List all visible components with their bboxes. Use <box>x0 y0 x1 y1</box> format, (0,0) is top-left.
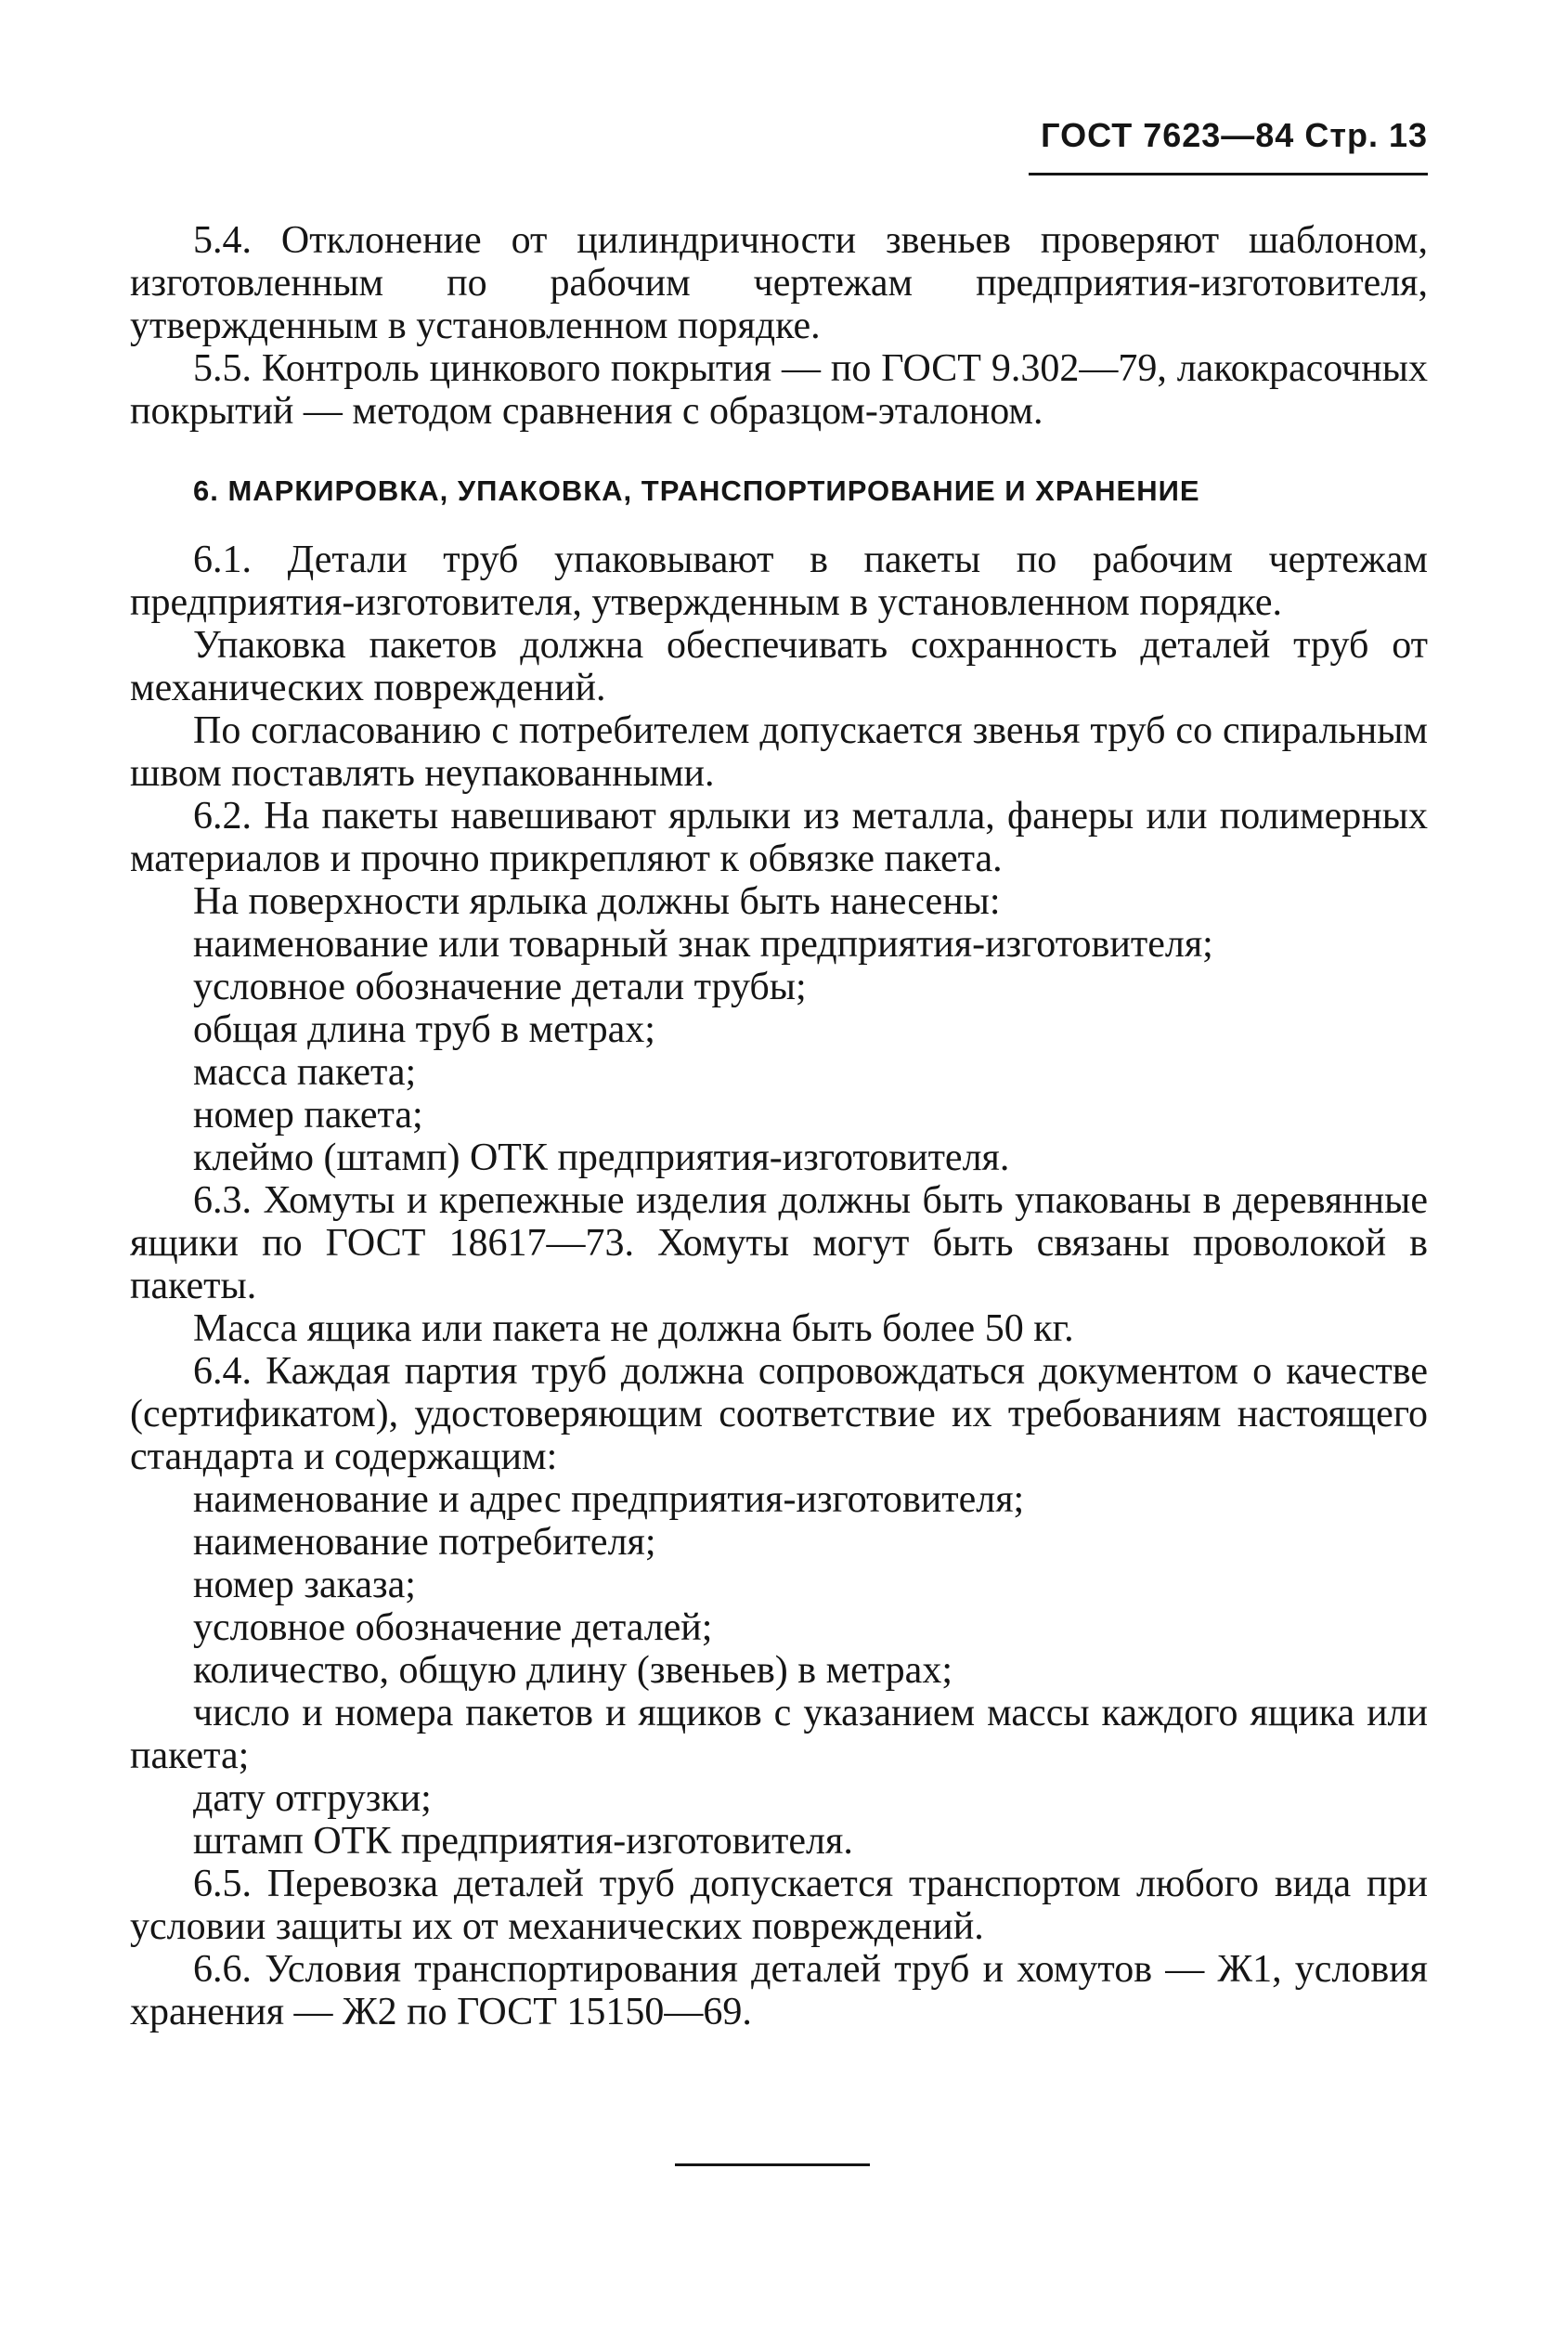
certificate-item: наименование и адрес предприятия-изготовителя; <box>193 1478 1025 1521</box>
clause-5-4: 5.4. Отклонение от цилиндричности звеньев проверяют шаблоном, изготовленным по рабочим чертежам предприятия-изготовителя, утвержденным в установленном порядке. <box>130 219 1428 347</box>
clause-6-3: 6.3. Хомуты и крепежные изделия должны быть упакованы в деревянные ящики по ГОСТ 18617—73. Хомуты могут быть связаны проволокой в пакеты. <box>130 1179 1428 1307</box>
clause-6-5: 6.5. Перевозка деталей труб допускается транспортом любого вида при условии защиты их от механических повреждений. <box>130 1863 1428 1948</box>
document-body <box>130 219 1428 2033</box>
header-rule <box>1029 173 1428 175</box>
label-item: масса пакета; <box>193 1051 417 1094</box>
page-header: ГОСТ 7623—84 Стр. 13 <box>1041 116 1428 154</box>
clause-6-1-agreement: По согласованию с потребителем допускается звенья труб со спиральным швом поставлять неупакованными. <box>130 709 1428 795</box>
certificate-item: условное обозначение деталей; <box>193 1606 713 1649</box>
clause-6-3-mass: Масса ящика или пакета не должна быть более 50 кг. <box>193 1307 1074 1350</box>
clause-6-4: 6.4. Каждая партия труб должна сопровождаться документом о качестве (сертификатом), удостоверяющим соответствие их требованиям настоящего стандарта и содержащим: <box>130 1350 1428 1478</box>
clause-6-1: 6.1. Детали труб упаковывают в пакеты по рабочим чертежам предприятия-изготовителя, утвержденным в установленном порядке. <box>130 539 1428 624</box>
certificate-item: штамп ОТК предприятия-изготовителя. <box>193 1820 853 1863</box>
end-rule <box>675 2163 870 2166</box>
label-item: условное обозначение детали трубы; <box>193 966 807 1008</box>
clause-6-2-lead: На поверхности ярлыка должны быть нанесены: <box>193 880 1001 923</box>
label-item: общая длина труб в метрах; <box>193 1008 655 1051</box>
clause-5-5: 5.5. Контроль цинкового покрытия — по ГОСТ 9.302—79, лакокрасочных покрытий — методом сравнения с образцом-эталоном. <box>130 347 1428 433</box>
label-item: клеймо (штамп) ОТК предприятия-изготовителя. <box>193 1137 1010 1179</box>
clause-6-6: 6.6. Условия транспортирования деталей труб и хомутов — Ж1, условия хранения — Ж2 по ГОСТ 15150—69. <box>130 1948 1428 2033</box>
label-item: номер пакета; <box>193 1094 423 1137</box>
clause-6-1-packaging: Упаковка пакетов должна обеспечивать сохранность деталей труб от механических повреждений. <box>130 624 1428 709</box>
label-item: наименование или товарный знак предприятия-изготовителя; <box>193 923 1213 966</box>
certificate-item: дату отгрузки; <box>193 1777 432 1820</box>
certificate-item-wrapped: число и номера пакетов и ящиков с указанием массы каждого ящика или пакета; <box>130 1692 1428 1777</box>
certificate-item: номер заказа; <box>193 1564 416 1606</box>
clause-6-2: 6.2. На пакеты навешивают ярлыки из металла, фанеры или полимерных материалов и прочно прикрепляют к обвязке пакета. <box>130 795 1428 880</box>
certificate-item: количество, общую длину (звеньев) в метрах; <box>193 1649 952 1692</box>
certificate-item: наименование потребителя; <box>193 1521 656 1564</box>
section-6-title: 6. МАРКИРОВКА, УПАКОВКА, ТРАНСПОРТИРОВАНИЕ И ХРАНЕНИЕ <box>193 474 1200 507</box>
